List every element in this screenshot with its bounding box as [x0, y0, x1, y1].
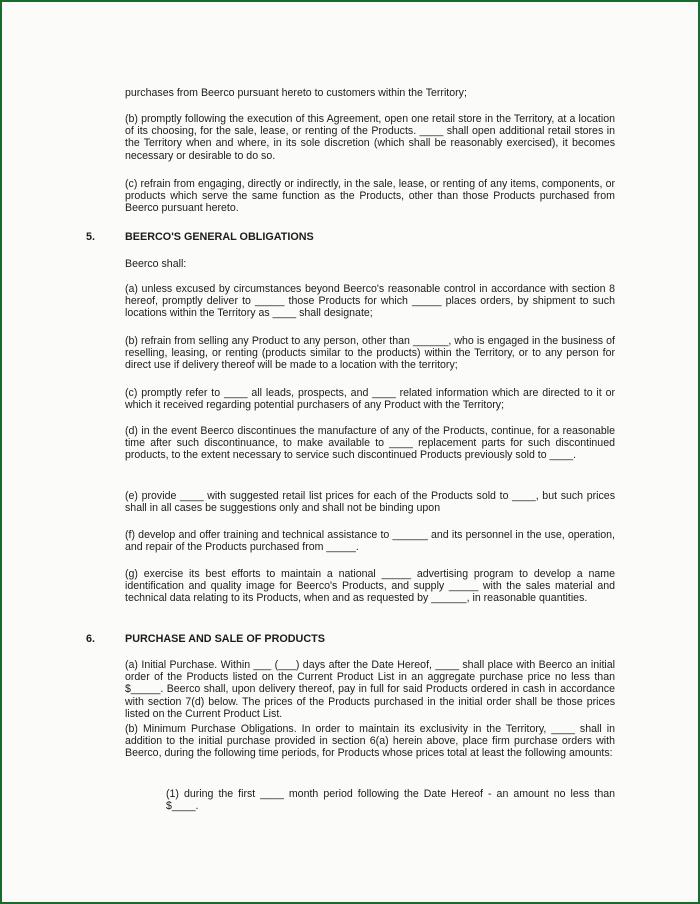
paragraph-6b-minimum-purchase: (b) Minimum Purchase Obligations. In order to maintain its exclusivity in the Territory, ____ shall in addition to the initial purchase provided in section 6(a) herein above, place firm purchase orders with Beerco, during the following time periods, for Products whose prices total at least the following amounts: [125, 723, 615, 760]
paragraph-territory-purchases: purchases from Beerco pursuant hereto to customers within the Territory; [125, 87, 467, 99]
paragraph-beerco-shall: Beerco shall: [125, 258, 187, 270]
paragraph-5e-retail-prices: (e) provide ____ with suggested retail list prices for each of the Products sold to ____, but such prices shall in all cases be suggestions only and shall not be binding upon [125, 490, 615, 515]
paragraph-5d-discontinued: (d) in the event Beerco discontinues the manufacture of any of the Products, continue, for a reasonable time after such discontinuance, to make available to ____ replacement parts for such discontinued products, to the extent necessary to service such discontinued Products previously sold to ____. [125, 425, 615, 462]
paragraph-refrain-competing: (c) refrain from engaging, directly or indirectly, in the sale, lease, or renting of any items, components, or products which serve the same function as the Products, other than those Products purchased from Beerco pursuant hereto. [125, 178, 615, 215]
paragraph-6a-initial-purchase: (a) Initial Purchase. Within ___ (___) days after the Date Hereof, ____ shall place with Beerco an initial order of the Products listed on the Current Product List in an aggregate purchase price no less than $_____. Beerco shall, upon delivery thereof, pay in full for said Products ordered in cash in accordance with section 7(d) below. The prices of the Products purchased in the initial order shall be those prices listed on the Current Product List. [125, 659, 615, 720]
paragraph-6b1-first-period: (1) during the first ____ month period following the Date Hereof - an amount no less than $____. [166, 788, 615, 813]
section-6-title: PURCHASE AND SALE OF PRODUCTS [125, 633, 325, 645]
paragraph-5c-refer-leads: (c) promptly refer to ____ all leads, prospects, and ____ related information which are directed to it or which it received regarding potential purchasers of any Product with the Territory; [125, 387, 615, 412]
paragraph-5f-training: (f) develop and offer training and technical assistance to ______ and its personnel in the use, operation, and repair of the Products purchased from _____. [125, 529, 615, 554]
section-6-number: 6. [86, 633, 96, 645]
section-5-title: BEERCO'S GENERAL OBLIGATIONS [125, 231, 314, 243]
paragraph-5b-refrain-selling: (b) refrain from selling any Product to any person, other than ______, who is engaged in the business of reselling, leasing, or renting (products similar to the products) within the Territory, or to any person for direct use if delivery thereof will be made to a location with the territory; [125, 335, 615, 372]
section-5-number: 5. [86, 231, 96, 243]
paragraph-5a-delivery: (a) unless excused by circumstances beyond Beerco's reasonable control in accordance with section 8 hereof, promptly deliver to _____ those Products for which _____ places orders, by shipment to such locations within the Territory as ____ shall designate; [125, 283, 615, 320]
paragraph-retail-store: (b) promptly following the execution of this Agreement, open one retail store in the Territory, at a location of its choosing, for the sale, lease, or renting of the Products. ____ shall open additional retail stores in the Territory when and where, in its sole discretion (which shall be reasonably exercised), it becomes necessary or desirable to do so. [125, 113, 615, 162]
paragraph-5g-advertising: (g) exercise its best efforts to maintain a national _____ advertising program to develop a name identification and quality image for Beerco's Products, and supply _____ with the sales material and technical data relating to its Products, when and as requested by ______, in reasonable quantities. [125, 568, 615, 605]
